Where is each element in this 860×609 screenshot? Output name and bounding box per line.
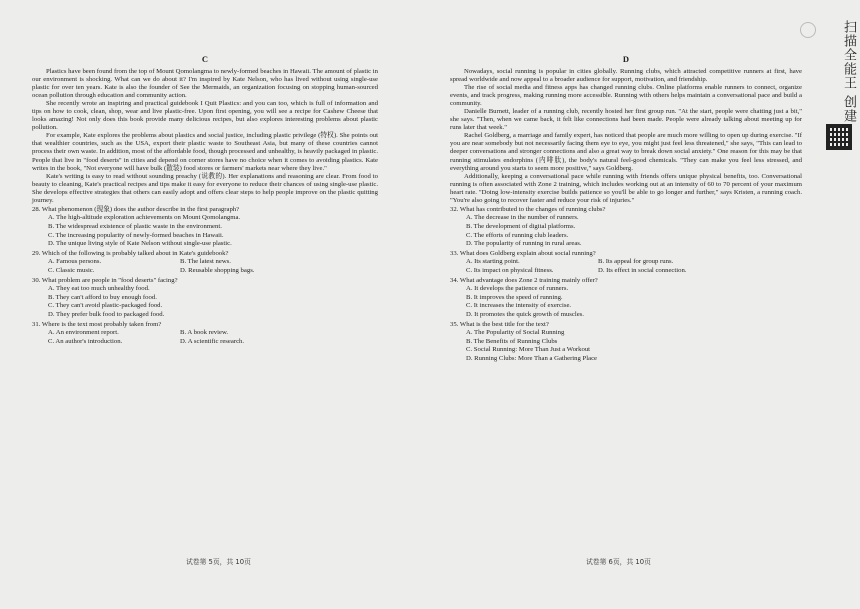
qr-code-icon	[826, 124, 852, 150]
option: A. They eat too much unhealthy food.	[48, 285, 150, 293]
paragraph: The rise of social media and fitness apps has changed running clubs. Online platforms enable runners to connect, organize events, and track progress, making running more accessible. Running with others helps maintain a conversational pace and build a community.	[450, 84, 802, 108]
option: C. An author's introduction.	[48, 337, 123, 345]
question-stem: 32. What has contributed to the changes of running clubs?	[450, 205, 606, 213]
section-title: C	[201, 54, 209, 64]
option: D. Running Clubs: More Than a Gathering Place	[466, 354, 598, 362]
option: A. The decrease in the number of runners.	[466, 214, 579, 222]
option: B. Its appeal for group runs.	[598, 258, 674, 266]
option: B. The latest news.	[180, 258, 231, 266]
question-28	[32, 206, 378, 249]
option: D. Reusable shopping bags.	[180, 266, 255, 274]
paragraph: Additionally, keeping a conversational pace while running with friends offers unique physical benefits, too. Conversational running is often associated with Zone 2 training, which includes working out at an intensity of 60 to 70 percent of your maximum heart rate. "Doing low-intensity exercise builds patience so you'll be able to go longer and further," says Kristen, a running coach. "You're also going to recover faster and reduce your risk of injuries."	[450, 172, 802, 204]
question-stem: 33. What does Goldberg explain about social running?	[450, 249, 596, 257]
option: D. A scientific research.	[180, 337, 245, 345]
paragraph: Nowadays, social running is popular in cities globally. Running clubs, which attracted competitive runners at first, have spread worldwide and now appeal to a broader audience for support, motivation, and friendship.	[450, 68, 802, 84]
option: A. Famous persons.	[48, 258, 102, 266]
paragraph: Kate's writing is easy to read without sounding preachy (说教的). Her explanations and reasoning are clear. From food to beauty to cleaning, Kate's practical recipes and tips make it easy for everyone to reduce their chances of using single-use plastic. She develops effective strategies that others can easily adopt and offers clear steps to help people improve on the plastic quitting journey.	[32, 172, 378, 204]
option: C. The efforts of running club leaders.	[466, 231, 569, 239]
option: C. They can't avoid plastic-packaged food.	[48, 302, 163, 310]
right-page	[430, 0, 860, 609]
option: C. The increasing popularity of newly-formed beaches in Hawaii.	[48, 231, 224, 239]
option: B. It improves the speed of running.	[466, 293, 563, 301]
passage-c	[32, 54, 378, 346]
option: C. Classic music.	[48, 266, 95, 274]
question-stem: 29. Which of the following is probably talked about in Kate's guidebook?	[32, 249, 229, 257]
question-35	[450, 321, 802, 364]
paragraph: For example, Kate explores the problems about plastics and social justice, including plastic privilege (特权). She points out that wealthier countries, such as the USA, export their plastic waste to Southeast Asia, but many of these countries cannot process their own waste. In addition, most of the affordable food, though processed and unhealthy, is heavily packaged in plastic. People that live in "food deserts" in cities and depend on corner stores have no choice when it comes to avoiding plastics. Kate writes in the book, "Not everyone will have bulk (散装) food stores or farmers' markets near where they live."	[32, 132, 378, 172]
option: C. Social Running: More Than Just a Workout	[466, 346, 591, 354]
option: B. A book review.	[180, 329, 229, 337]
option: B. They can't afford to buy enough food.	[48, 293, 157, 301]
option: A. It develops the patience of runners.	[466, 285, 569, 293]
corner-mark-icon	[800, 22, 816, 38]
option: C. Its impact on physical fitness.	[466, 266, 554, 274]
page-footer: 试卷第 5页，共 10页	[186, 558, 251, 566]
option: D. The popularity of running in rural areas.	[466, 240, 582, 248]
option: D. It promotes the quick growth of muscles.	[466, 310, 584, 318]
option: B. The Benefits of Running Clubs	[466, 337, 558, 345]
option: B. The widespread existence of plastic waste in the environment.	[48, 222, 222, 230]
question-34	[450, 277, 802, 320]
option: A. The high-altitude exploration achievements on Mount Qomolangma.	[48, 214, 241, 222]
option: A. An environment report.	[48, 329, 119, 337]
page-footer: 试卷第 6页，共 10页	[586, 558, 651, 566]
question-stem: 34. What advantage does Zone 2 training mainly offer?	[450, 276, 598, 284]
section-title: D	[622, 54, 630, 64]
question-stem: 31. Where is the text most probably taken from?	[32, 320, 162, 328]
paragraph: Danielle Burnett, leader of a running club, recently hosted her first group run. "At the start, people were chatting just a bit," she says. "Then, when we came back, it felt like connections had been made. People were already talking about meeting up for runs later that week."	[450, 108, 802, 132]
option: B. The development of digital platforms.	[466, 222, 576, 230]
paragraph: Plastics have been found from the top of Mount Qomolangma to newly-formed beaches in Hawaii. The amount of plastic in our environment is shocking. What can we do about it? I'm inspired by Kate Nelson, who has lived without using single-use plastic for over ten years. Kate is also the founder of See the Mermaids, an organization focusing on stopping human-sourced ocean pollution through education and community action.	[32, 68, 378, 100]
option: A. Its starting point.	[466, 258, 520, 266]
question-31	[32, 321, 378, 347]
question-stem: 35. What is the best title for the text?	[450, 320, 549, 328]
passage-d	[450, 54, 802, 363]
paragraph: Rachel Goldberg, a marriage and family expert, has noticed that people are much more willing to open up during exercise. "If you are near somebody but not necessarily facing them eye to eye, you might just feel less threatened," she says, "This can lead to deeper conversations and stronger connections and also a great way to break down social anxiety." One reason for this may be that running stimulates endorphins (内啡肽), the body's natural feel-good chemicals. "They can make you feel less stressed, and everything around you starts to seem more positive," says Goldberg.	[450, 132, 802, 172]
question-33	[450, 250, 802, 276]
scanner-watermark: 扫描全能王 创建	[841, 20, 856, 124]
option: D. The unique living style of Kate Nelson without single-use plastic.	[48, 240, 232, 248]
option: C. It increases the intensity of exercise.	[466, 302, 572, 310]
question-stem: 30. What problem are people in "food deserts" facing?	[32, 276, 178, 284]
option: A. The Popularity of Social Running	[466, 329, 565, 337]
option: D. Its effect in social connection.	[598, 266, 687, 274]
paragraph: She recently wrote an inspiring and practical guidebook I Quit Plastics: and you can too, which is full of information and tips on how to cook, clean, shop, wear and live plastic-free. Upon first opening, you will see a recipe for Cashew Cheese that looks amazing! Not only does this book provide many delicious recipes, but also explores interesting problems about plastic pollution.	[32, 100, 378, 132]
question-29	[32, 250, 378, 276]
question-32	[450, 206, 802, 249]
question-stem: 28. What phenomenon (现象) does the author describe in the first paragraph?	[32, 205, 240, 213]
option: D. They prefer bulk food to packaged food.	[48, 310, 165, 318]
question-30	[32, 277, 378, 320]
